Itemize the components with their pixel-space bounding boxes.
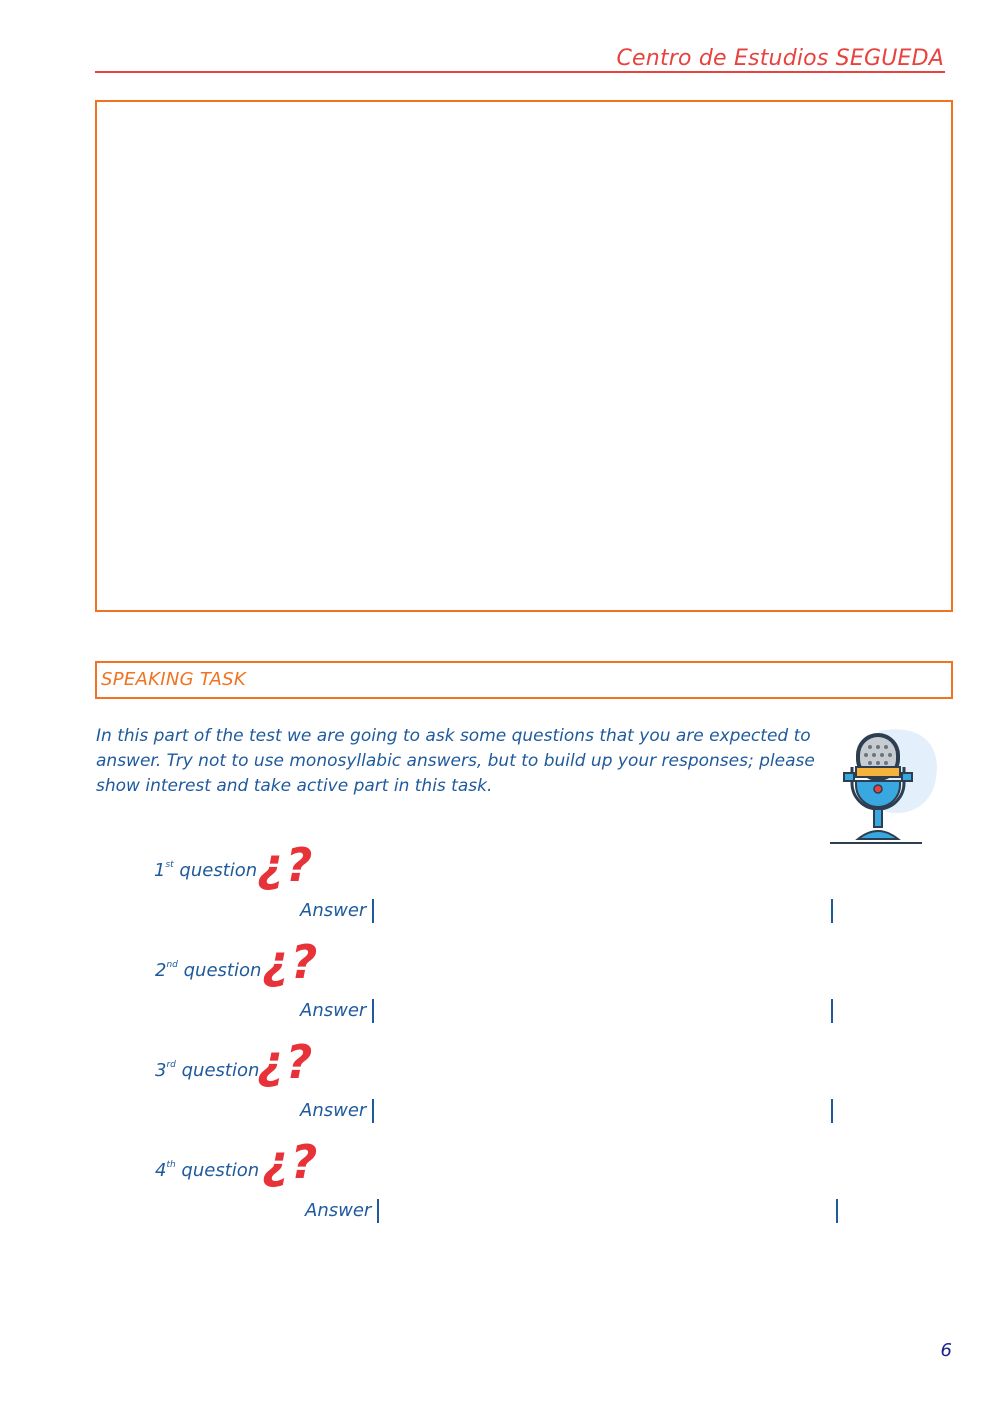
answer-input-3[interactable] (372, 1099, 833, 1123)
answer-input-2[interactable] (372, 999, 833, 1023)
section-title: SPEAKING TASK (101, 669, 246, 690)
question-mark-icon: ¿? (262, 935, 320, 989)
answer-input-4[interactable] (377, 1199, 838, 1223)
instructions-text: In this part of the test we are going to ask some questions that you are expected to answer. Try not to use monosyllabic answers, but to build up your responses; please show interest and take active part in this task. (96, 726, 815, 796)
page-number: 6 (940, 1340, 952, 1361)
answer-label-2: Answer (300, 1000, 367, 1021)
section-header-box (95, 661, 953, 699)
answer-label-1: Answer (300, 900, 367, 921)
question-mark-icon: ¿? (257, 838, 315, 892)
header-title: Centro de Estudios SEGUEDA (616, 46, 944, 71)
question-label-4: 4th question (155, 1160, 260, 1181)
writing-box (95, 100, 953, 612)
question-label-1: 1st question (154, 860, 258, 881)
question-label-3: 3rd question (155, 1060, 260, 1081)
answer-label-4: Answer (305, 1200, 372, 1221)
microphone-icon (824, 723, 944, 848)
question-mark-icon: ¿? (262, 1135, 320, 1189)
header-divider (95, 71, 945, 73)
question-mark-icon: ¿? (257, 1035, 315, 1089)
answer-label-3: Answer (300, 1100, 367, 1121)
answer-input-1[interactable] (372, 899, 833, 923)
question-label-2: 2nd question (155, 960, 262, 981)
